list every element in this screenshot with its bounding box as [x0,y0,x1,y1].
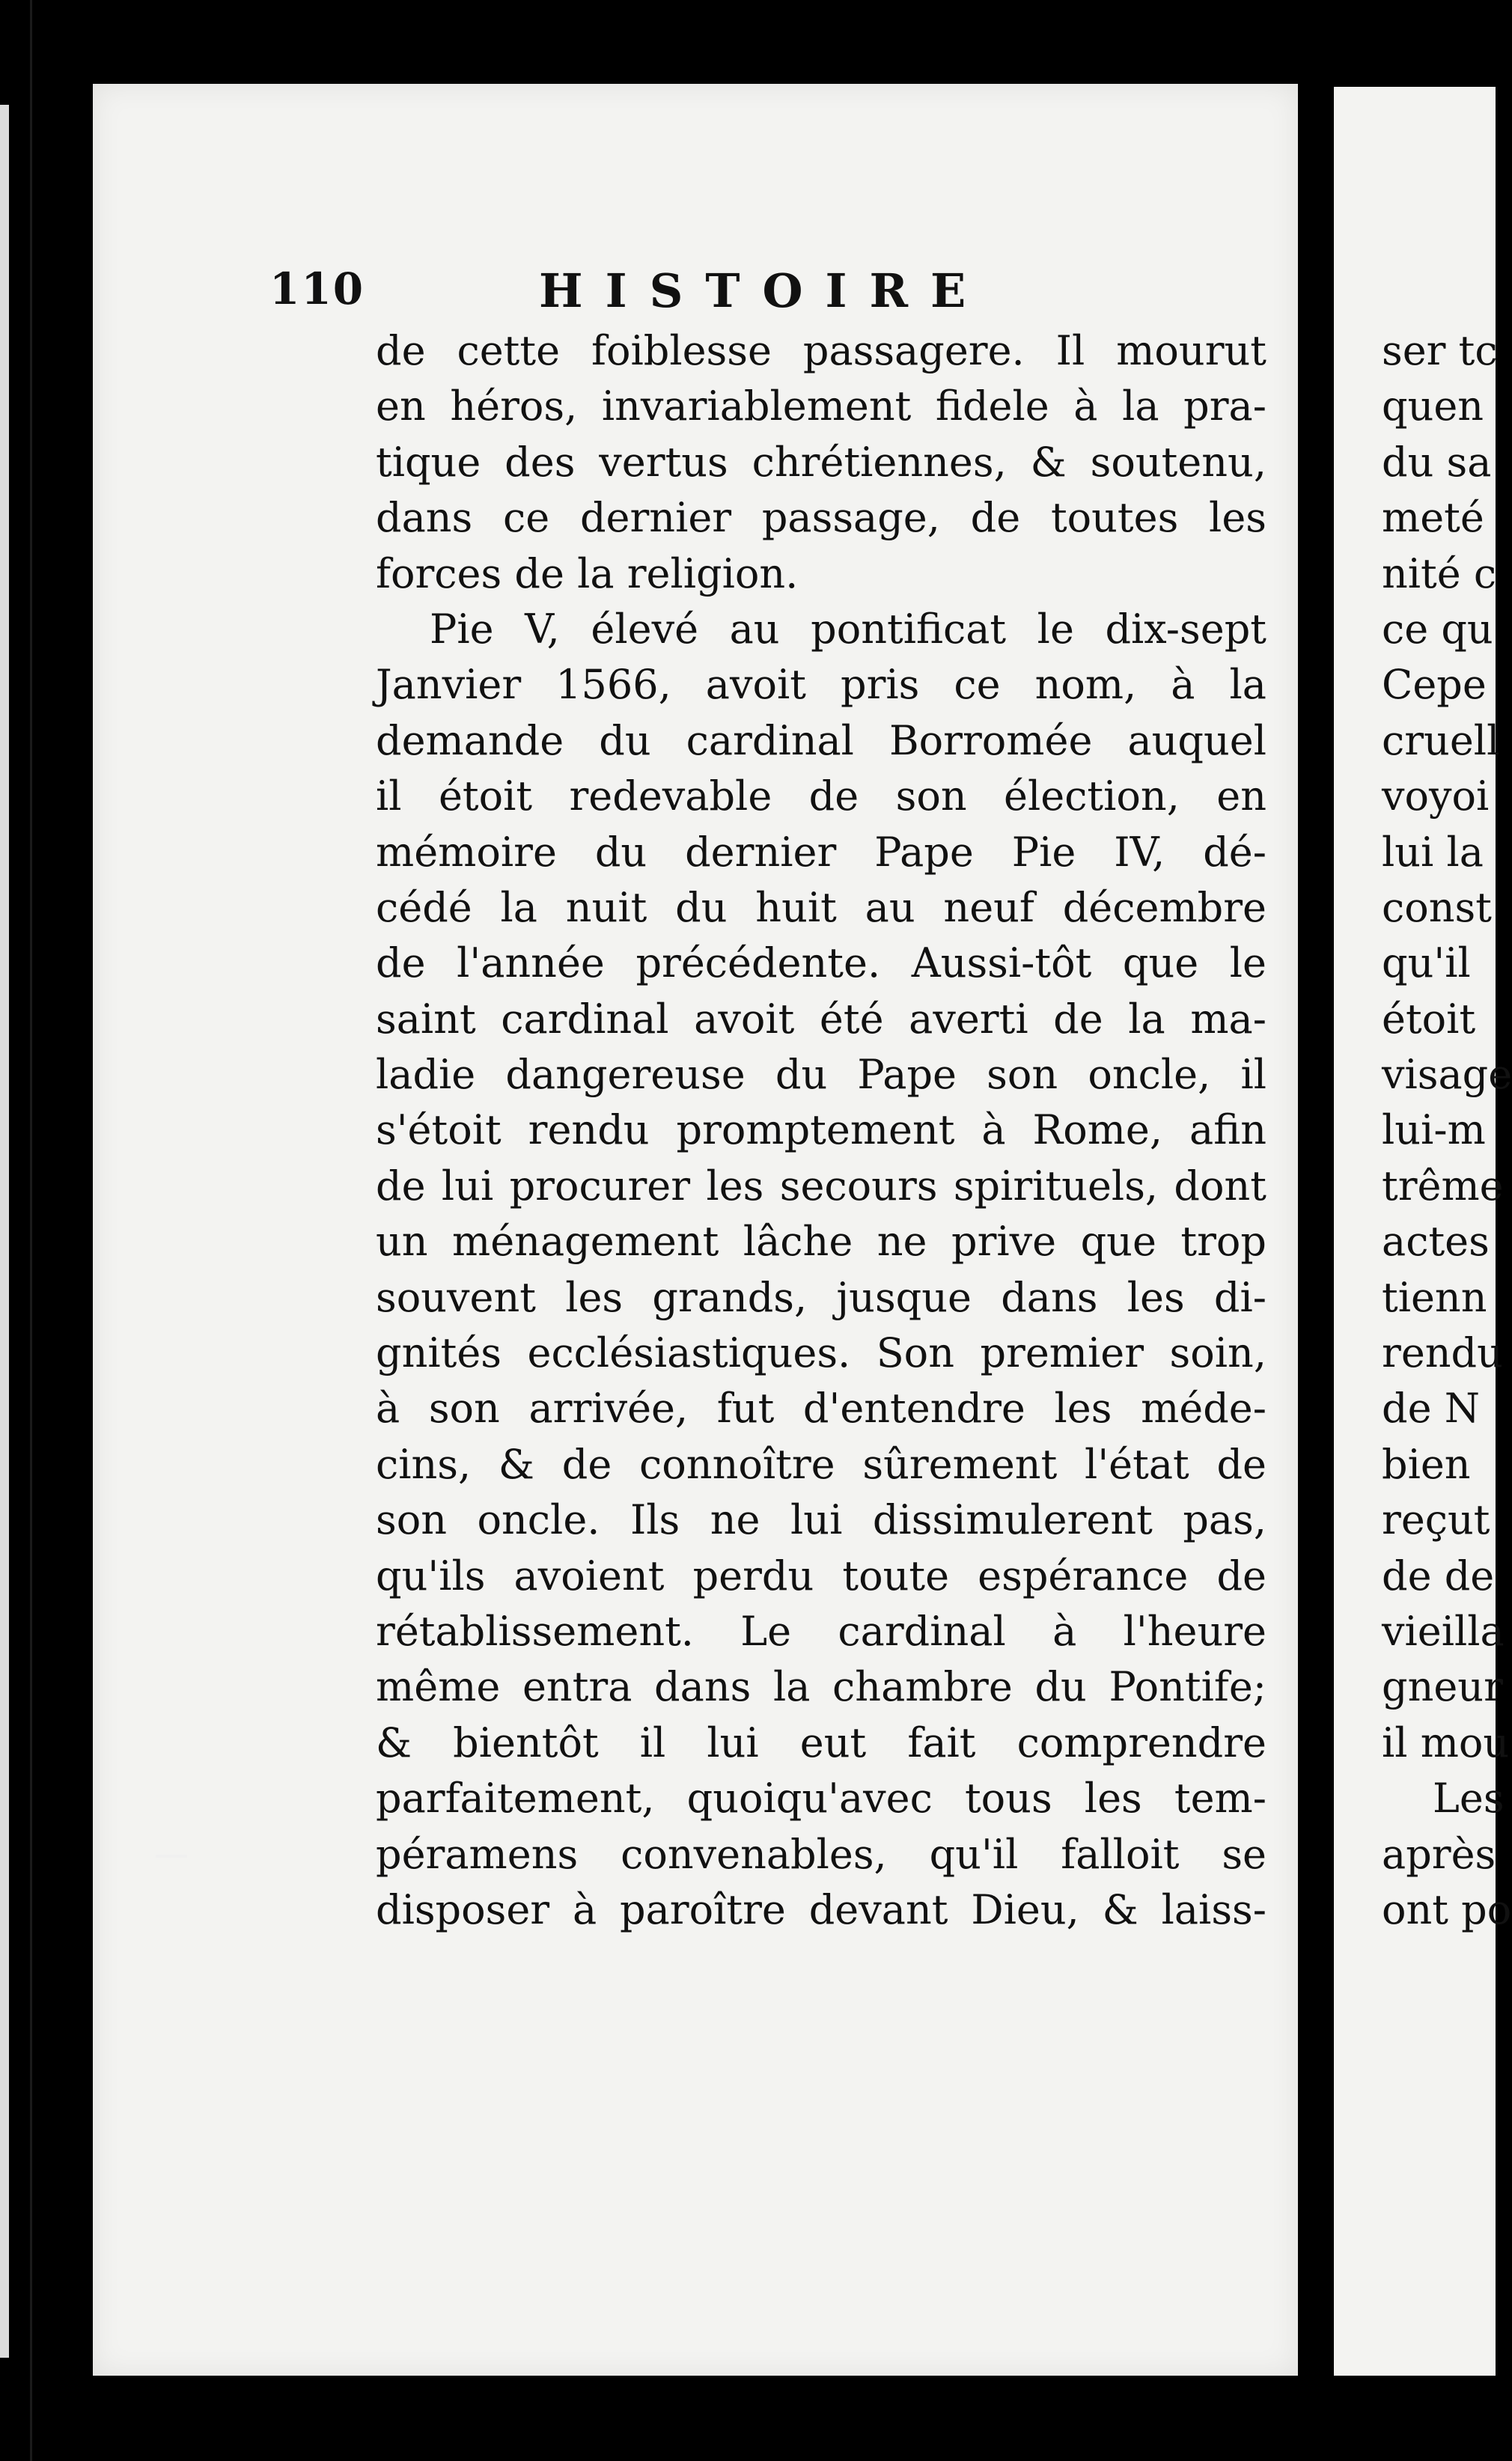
text-line: Janvier 1566, avoit pris ce nom, à la [376,661,1266,709]
text-line: de cette foiblesse passagere. Il mourut [376,327,1266,374]
right-text-line: étoit [1382,995,1476,1043]
right-page-text [1382,323,1512,1938]
text-line: & bientôt il lui eut fait comprendre [376,1719,1266,1766]
text-line: un ménagement lâche ne prive que trop [376,1218,1266,1266]
right-text-line: meté [1382,494,1484,542]
right-text-line: Cepe [1382,661,1487,709]
right-text-line: lui-m [1382,1106,1486,1154]
text-line: disposer à paroître devant Dieu, & laiss- [376,1885,1266,1933]
right-text-line: actes [1382,1218,1490,1266]
right-text-line: voyoi [1382,772,1490,820]
text-line: en héros, invariablement fidele à la pra- [376,382,1266,430]
text-line: gnités ecclésiastiques. Son premier soin, [376,1329,1266,1377]
page-number: 110 [269,263,365,314]
text-line: parfaitement, quoiqu'avec tous les tem- [376,1775,1266,1823]
binding-edge [0,105,9,2358]
right-text-line: bien [1382,1440,1471,1488]
text-line: ladie dangereuse du Pape son oncle, il [376,1051,1266,1099]
running-head [269,263,1228,331]
text-line: péramens convenables, qu'il falloit se [376,1830,1266,1878]
running-title: HISTOIRE [539,263,989,318]
right-text-line: gneur [1382,1663,1503,1711]
right-text-line: après [1382,1830,1496,1878]
text-line: de l'année précédente. Aussi-tôt que le [376,939,1266,987]
right-text-line: de N [1382,1385,1480,1433]
text-line: mémoire du dernier Pape Pie IV, dé- [376,828,1266,876]
text-line: souvent les grands, jusque dans les di- [376,1273,1266,1321]
right-text-line: ont po [1382,1885,1512,1933]
right-text-line: ser tc [1382,327,1498,374]
text-line: il étoit redevable de son élection, en [376,772,1266,820]
text-line: dans ce dernier passage, de toutes les [376,494,1266,542]
margin-dash [156,1855,187,1858]
right-text-line: tienn [1382,1273,1487,1321]
right-text-line: du sa [1382,438,1492,486]
right-text-line: const [1382,883,1492,931]
text-line: de lui procurer les secours spirituels, dont [376,1162,1266,1210]
right-text-line: visage [1382,1051,1512,1099]
right-text-line: nité c [1382,549,1497,597]
text-line: forces de la religion. [376,549,799,597]
text-line: même entra dans la chambre du Pontife; [376,1663,1266,1711]
text-line: qu'ils avoient perdu toute espérance de [376,1552,1266,1600]
text-line: demande du cardinal Borromée auquel [376,716,1266,764]
text-line: s'étoit rendu promptement à Rome, afin [376,1106,1266,1154]
text-line: son oncle. Ils ne lui dissimulerent pas, [376,1496,1266,1544]
right-text-line: cruell [1382,716,1500,764]
right-text-line: il mou [1382,1719,1510,1766]
right-text-line: de de [1382,1552,1495,1600]
right-text-line: quen [1382,382,1484,430]
text-line: Pie V, élevé au pontificat le dix-sept [430,605,1266,653]
right-text-line: lui la [1382,828,1484,876]
right-text-line: vieilla [1382,1607,1505,1655]
text-line: cins, & de connoître sûrement l'état de [376,1440,1266,1488]
right-text-line: rendu [1382,1329,1503,1377]
gutter-line [30,0,32,2461]
text-line: à son arrivée, fut d'entendre les méde- [376,1385,1266,1433]
right-text-line: Les [1433,1775,1505,1823]
text-line: cédé la nuit du huit au neuf décembre [376,883,1266,931]
right-text-line: trême [1382,1162,1504,1210]
text-line: tique des vertus chrétiennes, & soutenu, [376,438,1266,486]
right-text-line: reçut [1382,1496,1490,1544]
right-text-line: qu'il [1382,939,1471,987]
text-line: rétablissement. Le cardinal à l'heure [376,1607,1266,1655]
right-text-line: ce qu [1382,605,1493,653]
body-text [376,323,1266,1938]
text-line: saint cardinal avoit été averti de la ma- [376,995,1266,1043]
